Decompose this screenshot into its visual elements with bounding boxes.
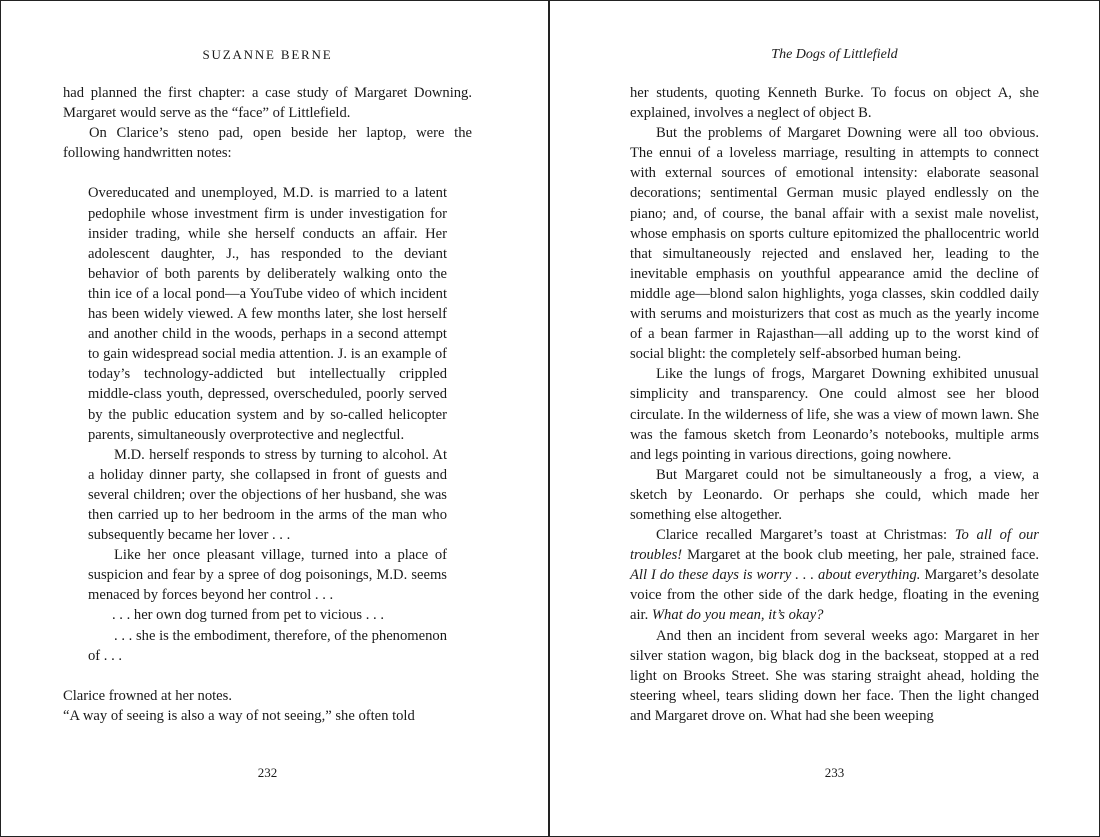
italic-text-run: To all of our troubles! bbox=[630, 527, 1039, 564]
paragraph: Like the lungs of frogs, Margaret Downing exhibited unusual simplicity and transparency. One could almost see her blood circulate. In the wilderness of life, she was a view of mown lawn. She was the famous sketch from Leonardo’s notebooks, multiple arms and legs pointing in various directions, going nowhere. bbox=[630, 366, 1039, 463]
running-head: SUZANNE BERNE bbox=[202, 47, 333, 62]
text-run: Margaret at the book club meeting, her pale, strained face. bbox=[682, 547, 1039, 564]
notes-paragraph: M.D. herself responds to stress by turning to alcohol. At a holiday dinner party, she collapsed in front of guests and several children; over the objections of her husband, she was then carried up to her bedroom in the arms of the man who subsequently became her lover . . . bbox=[88, 446, 447, 544]
spacer bbox=[63, 666, 472, 686]
text-run: Clarice recalled Margaret’s toast at Christmas: bbox=[656, 527, 955, 544]
paragraph: had planned the first chapter: a case study of Margaret Downing. Margaret would serve as the “face” of Littlefield. bbox=[63, 85, 472, 122]
running-head: The Dogs of Littlefield bbox=[771, 47, 898, 62]
spacer bbox=[63, 163, 472, 183]
italic-text-run: What do you mean, it’s okay? bbox=[651, 607, 824, 624]
body-text bbox=[63, 83, 472, 726]
notes-paragraph: . . . she is the embodiment, therefore, of the phenomenon of . . . bbox=[88, 627, 447, 664]
paragraph: “A way of seeing is also a way of not seeing,” she often told bbox=[63, 707, 415, 724]
text-run: Margaret’s desolate voice from the other side of the dark hedge, floating in the evening air. bbox=[630, 567, 1039, 624]
notes-paragraph: Overeducated and unemployed, M.D. is married to a latent pedophile whose investment firm is under investigation for insider trading, while she herself conducts an affair. Her adolescent daughter, J., has responded to the deviant behavior of both parents by deliberately walking onto the thin ice of a local pond—a YouTube video of which incident has been widely viewed. A few months later, she lost herself and another child in the woods, perhaps in a second attempt to gain widespread social media attention. J. is an example of today’s technology-addicted but intellectually crippled middle-class youth, depressed, overscheduled, poorly served by the public education system and by so-called helicopter parents, simultaneously overprotective and neglectful. bbox=[88, 185, 447, 443]
paragraph: And then an incident from several weeks ago: Margaret in her silver station wagon, big black dog in the backseat, stopped at a red light on Brooks Street. She was staring straight ahead, holding the steering wheel, tears sliding down her face. Then the light changed and Margaret drove on. What had she been weeping bbox=[630, 627, 1039, 724]
paragraph: But Margaret could not be simultaneously a frog, a view, a sketch by Leonardo. Or perhaps she could, which made her something else altogether. bbox=[630, 466, 1039, 523]
right-page bbox=[550, 1, 1099, 836]
paragraph: On Clarice’s steno pad, open beside her laptop, were the following handwritten notes: bbox=[63, 125, 472, 162]
body-text bbox=[630, 83, 1039, 726]
left-page bbox=[1, 1, 550, 836]
notes-paragraph: . . . her own dog turned from pet to vicious . . . bbox=[112, 607, 384, 624]
paragraph: Clarice frowned at her notes. bbox=[63, 687, 232, 704]
paragraph bbox=[630, 525, 1039, 625]
paragraph: her students, quoting Kenneth Burke. To focus on object A, she explained, involves a neglect of object B. bbox=[630, 85, 1039, 122]
notes-paragraph: Like her once pleasant village, turned into a place of suspicion and fear by a spree of dog poisonings, M.D. seems menaced by forces beyond her control . . . bbox=[88, 547, 447, 604]
italic-text-run: All I do these days is worry . . . about everything. bbox=[630, 567, 921, 584]
page-number: 233 bbox=[824, 765, 845, 780]
page-number: 232 bbox=[257, 765, 278, 780]
paragraph: But the problems of Margaret Downing were all too obvious. The ennui of a loveless marriage, resulting in attempts to connect with external sources of emotional intensity: elaborate seasonal decorations; sentimental German music played endlessly on the piano; and, of course, the banal affair with a sexist male novelist, whose emphasis on sports culture epitomized the phallocentric world that simultaneously rejected and enslaved her, leading to the inevitable emphasis on youthful appearance amid the decline of middle age—blond salon highlights, yoga classes, skin coddled daily with serums and moisturizers that cost as much as the yearly income of a bean farmer in Rajasthan—all adding up to the worst kind of social blight: the completely self-absorbed human being. bbox=[630, 125, 1039, 363]
